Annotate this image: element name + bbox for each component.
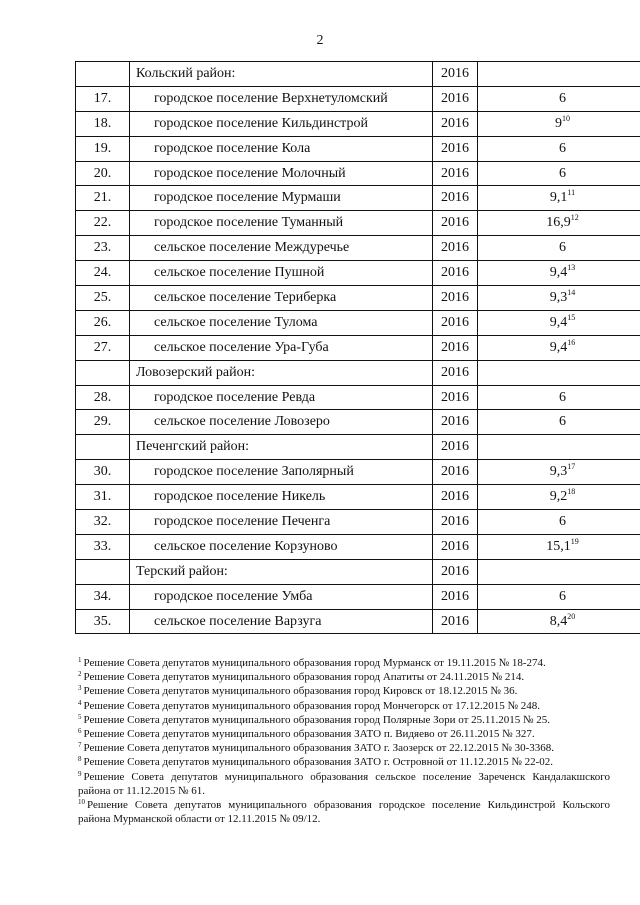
table-body: [76, 62, 640, 634]
settlements-table: [75, 61, 640, 634]
footnote-text: Решение Совета депутатов муниципального образования город Мончегорск от 17.12.2015 № 248.: [83, 699, 541, 712]
settlement-name: сельское поселение Териберка: [130, 286, 433, 311]
row-number: 17.: [76, 86, 130, 111]
table-row: [76, 161, 640, 186]
value-cell: [478, 86, 640, 111]
table-row: [76, 211, 640, 236]
table-row: [76, 485, 640, 510]
year-cell: 2016: [433, 510, 478, 535]
footnote-mark: 18: [567, 487, 576, 497]
year-cell: 2016: [433, 286, 478, 311]
footnote: [78, 713, 610, 727]
value-text: 6: [559, 90, 566, 106]
footnote: [78, 656, 610, 670]
footnote-text: Решение Совета депутатов муниципального образования ЗАТО п. Видяево от 26.11.2015 № 327.: [83, 728, 535, 741]
footnotes-section: [78, 656, 610, 826]
year-cell: 2016: [433, 559, 478, 584]
footnote-number: 4: [78, 698, 82, 707]
row-number: 28.: [76, 385, 130, 410]
footnote-mark: 17: [567, 462, 576, 472]
value-cell: [478, 385, 640, 410]
row-number: 31.: [76, 485, 130, 510]
district-name: Терский район:: [130, 559, 433, 584]
table-row: [76, 335, 640, 360]
year-cell: 2016: [433, 360, 478, 385]
footnote-number: 5: [78, 712, 82, 721]
row-number: 35.: [76, 609, 130, 634]
district-row: [76, 360, 640, 385]
value-cell: [478, 485, 640, 510]
row-number: [76, 435, 130, 460]
footnote: [78, 770, 610, 798]
value-cell: [478, 236, 640, 261]
district-row: [76, 435, 640, 460]
footnote-mark: 10: [562, 113, 570, 123]
value-cell: [478, 111, 640, 136]
footnote-number: 7: [78, 741, 82, 750]
value-cell: [478, 410, 640, 435]
footnote-mark: 13: [567, 263, 576, 273]
settlement-name: городское поселение Умба: [130, 584, 433, 609]
year-cell: 2016: [433, 335, 478, 360]
settlement-name: сельское поселение Междуречье: [130, 236, 433, 261]
value-text: 6: [559, 588, 566, 604]
table-row: [76, 111, 640, 136]
row-number: [76, 360, 130, 385]
footnote-text: Решение Совета депутатов муниципального образования ЗАТО г. Заозерск от 22.12.2015 № 30-3368.: [83, 742, 555, 755]
row-number: 32.: [76, 510, 130, 535]
year-cell: 2016: [433, 609, 478, 634]
year-cell: 2016: [433, 460, 478, 485]
settlement-name: городское поселение Мурмаши: [130, 186, 433, 211]
footnote-mark: 16: [567, 337, 576, 347]
footnote-text: Решение Совета депутатов муниципального образования город Полярные Зори от 25.11.2015 № 25.: [83, 713, 550, 726]
value-text: 6: [559, 513, 566, 529]
table-row: [76, 236, 640, 261]
year-cell: 2016: [433, 435, 478, 460]
value-cell: [478, 211, 640, 236]
settlement-name: сельское поселение Тулома: [130, 310, 433, 335]
settlement-name: городское поселение Заполярный: [130, 460, 433, 485]
row-number: 34.: [76, 584, 130, 609]
footnote: [78, 670, 610, 684]
footnote-number: 6: [78, 727, 82, 736]
row-number: 29.: [76, 410, 130, 435]
footnote-number: 10: [78, 798, 85, 807]
settlement-name: городское поселение Молочный: [130, 161, 433, 186]
footnote-mark: 20: [567, 611, 576, 621]
row-number: 23.: [76, 236, 130, 261]
footnote-mark: 12: [570, 213, 579, 223]
year-cell: 2016: [433, 261, 478, 286]
value-text: 6: [559, 165, 566, 181]
settlement-name: сельское поселение Варзуга: [130, 609, 433, 634]
year-cell: 2016: [433, 86, 478, 111]
footnote: [78, 727, 610, 741]
year-cell: 2016: [433, 584, 478, 609]
value-text: 9,4: [549, 265, 568, 281]
value-text: 9: [555, 115, 562, 131]
footnote-text: Решение Совета депутатов муниципального образования ЗАТО г. Островной от 11.12.2015 № 22-02.: [83, 756, 553, 769]
footnote-mark: 14: [567, 287, 576, 297]
settlement-name: сельское поселение Ура-Губа: [130, 335, 433, 360]
row-number: 22.: [76, 211, 130, 236]
value-cell: [478, 510, 640, 535]
value-cell: [478, 584, 640, 609]
table-row: [76, 261, 640, 286]
footnote: [78, 741, 610, 755]
footnote-number: 3: [78, 684, 82, 693]
value-text: 6: [559, 414, 566, 430]
value-text: 9,4: [549, 339, 568, 355]
district-name: Ловозерский район:: [130, 360, 433, 385]
value-cell: [478, 609, 640, 634]
value-cell: [478, 435, 640, 460]
settlement-name: сельское поселение Пушной: [130, 261, 433, 286]
settlement-name: городское поселение Туманный: [130, 211, 433, 236]
value-cell: [478, 559, 640, 584]
value-cell: [478, 186, 640, 211]
table-row: [76, 136, 640, 161]
value-text: 8,4: [549, 613, 568, 629]
table-row: [76, 534, 640, 559]
footnote-text: Решение Совета депутатов муниципального образования город Кировск от 18.12.2015 № 36.: [83, 685, 518, 698]
year-cell: 2016: [433, 211, 478, 236]
footnote-mark: 15: [567, 312, 576, 322]
value-cell: [478, 310, 640, 335]
row-number: [76, 62, 130, 87]
footnote: [78, 699, 610, 713]
row-number: 24.: [76, 261, 130, 286]
settlement-name: сельское поселение Корзуново: [130, 534, 433, 559]
value-text: 9,3: [549, 289, 568, 305]
year-cell: 2016: [433, 310, 478, 335]
footnote-number: 8: [78, 755, 82, 764]
table-row: [76, 584, 640, 609]
year-cell: 2016: [433, 111, 478, 136]
settlement-name: городское поселение Никель: [130, 485, 433, 510]
district-name: Кольский район:: [130, 62, 433, 87]
value-text: 16,9: [546, 215, 571, 231]
table-row: [76, 310, 640, 335]
settlement-name: городское поселение Кильдинстрой: [130, 111, 433, 136]
district-name: Печенгский район:: [130, 435, 433, 460]
table-row: [76, 460, 640, 485]
value-text: 9,2: [549, 489, 568, 505]
value-cell: [478, 534, 640, 559]
row-number: 19.: [76, 136, 130, 161]
year-cell: 2016: [433, 161, 478, 186]
value-text: 9,4: [549, 314, 568, 330]
footnote-number: 9: [78, 769, 82, 778]
year-cell: 2016: [433, 410, 478, 435]
value-cell: [478, 62, 640, 87]
year-cell: 2016: [433, 186, 478, 211]
value-text: 6: [559, 240, 566, 256]
footnote: [78, 798, 610, 826]
footnote-text: Решение Совета депутатов муниципального образования городское поселение Кильдинстрой Кольского района Мурманской области от 12.11.2015 № 09/12.: [78, 799, 610, 826]
table-row: [76, 385, 640, 410]
settlement-name: городское поселение Кола: [130, 136, 433, 161]
table-row: [76, 86, 640, 111]
footnote-text: Решение Совета депутатов муниципального образования город Апатиты от 24.11.2015 № 214.: [83, 671, 525, 684]
row-number: 26.: [76, 310, 130, 335]
year-cell: 2016: [433, 385, 478, 410]
value-cell: [478, 360, 640, 385]
year-cell: 2016: [433, 136, 478, 161]
value-cell: [478, 286, 640, 311]
settlement-name: городское поселение Печенга: [130, 510, 433, 535]
row-number: [76, 559, 130, 584]
value-cell: [478, 161, 640, 186]
district-row: [76, 559, 640, 584]
value-text: 9,3: [549, 464, 568, 480]
year-cell: 2016: [433, 236, 478, 261]
footnote-text: Решение Совета депутатов муниципального образования сельское поселение Зареченск Кандалакшского района от 11.12.2015 № 61.: [78, 770, 610, 797]
footnote: [78, 755, 610, 769]
page-number: 2: [316, 33, 324, 48]
value-cell: [478, 136, 640, 161]
district-row: [76, 62, 640, 87]
table-row: [76, 186, 640, 211]
value-text: 15,1: [546, 538, 571, 554]
value-text: 9,1: [549, 190, 568, 206]
value-cell: [478, 261, 640, 286]
row-number: 25.: [76, 286, 130, 311]
settlement-name: городское поселение Верхнетуломский: [130, 86, 433, 111]
footnote-number: 2: [78, 670, 82, 679]
table-row: [76, 410, 640, 435]
value-cell: [478, 335, 640, 360]
year-cell: 2016: [433, 485, 478, 510]
footnote-text: Решение Совета депутатов муниципального образования город Мурманск от 19.11.2015 № 18-274.: [83, 657, 546, 669]
value-text: 6: [559, 140, 566, 156]
value-text: 6: [559, 389, 566, 405]
row-number: 20.: [76, 161, 130, 186]
row-number: 27.: [76, 335, 130, 360]
row-number: 21.: [76, 186, 130, 211]
footnote-mark: 19: [570, 536, 579, 546]
footnote-mark: 11: [567, 188, 576, 198]
year-cell: 2016: [433, 62, 478, 87]
footnote: [78, 684, 610, 698]
row-number: 18.: [76, 111, 130, 136]
settlement-name: сельское поселение Ловозеро: [130, 410, 433, 435]
settlement-name: городское поселение Ревда: [130, 385, 433, 410]
table-row: [76, 510, 640, 535]
row-number: 30.: [76, 460, 130, 485]
table-row: [76, 286, 640, 311]
year-cell: 2016: [433, 534, 478, 559]
table-row: [76, 609, 640, 634]
row-number: 33.: [76, 534, 130, 559]
value-cell: [478, 460, 640, 485]
footnote-number: 1: [78, 656, 82, 664]
